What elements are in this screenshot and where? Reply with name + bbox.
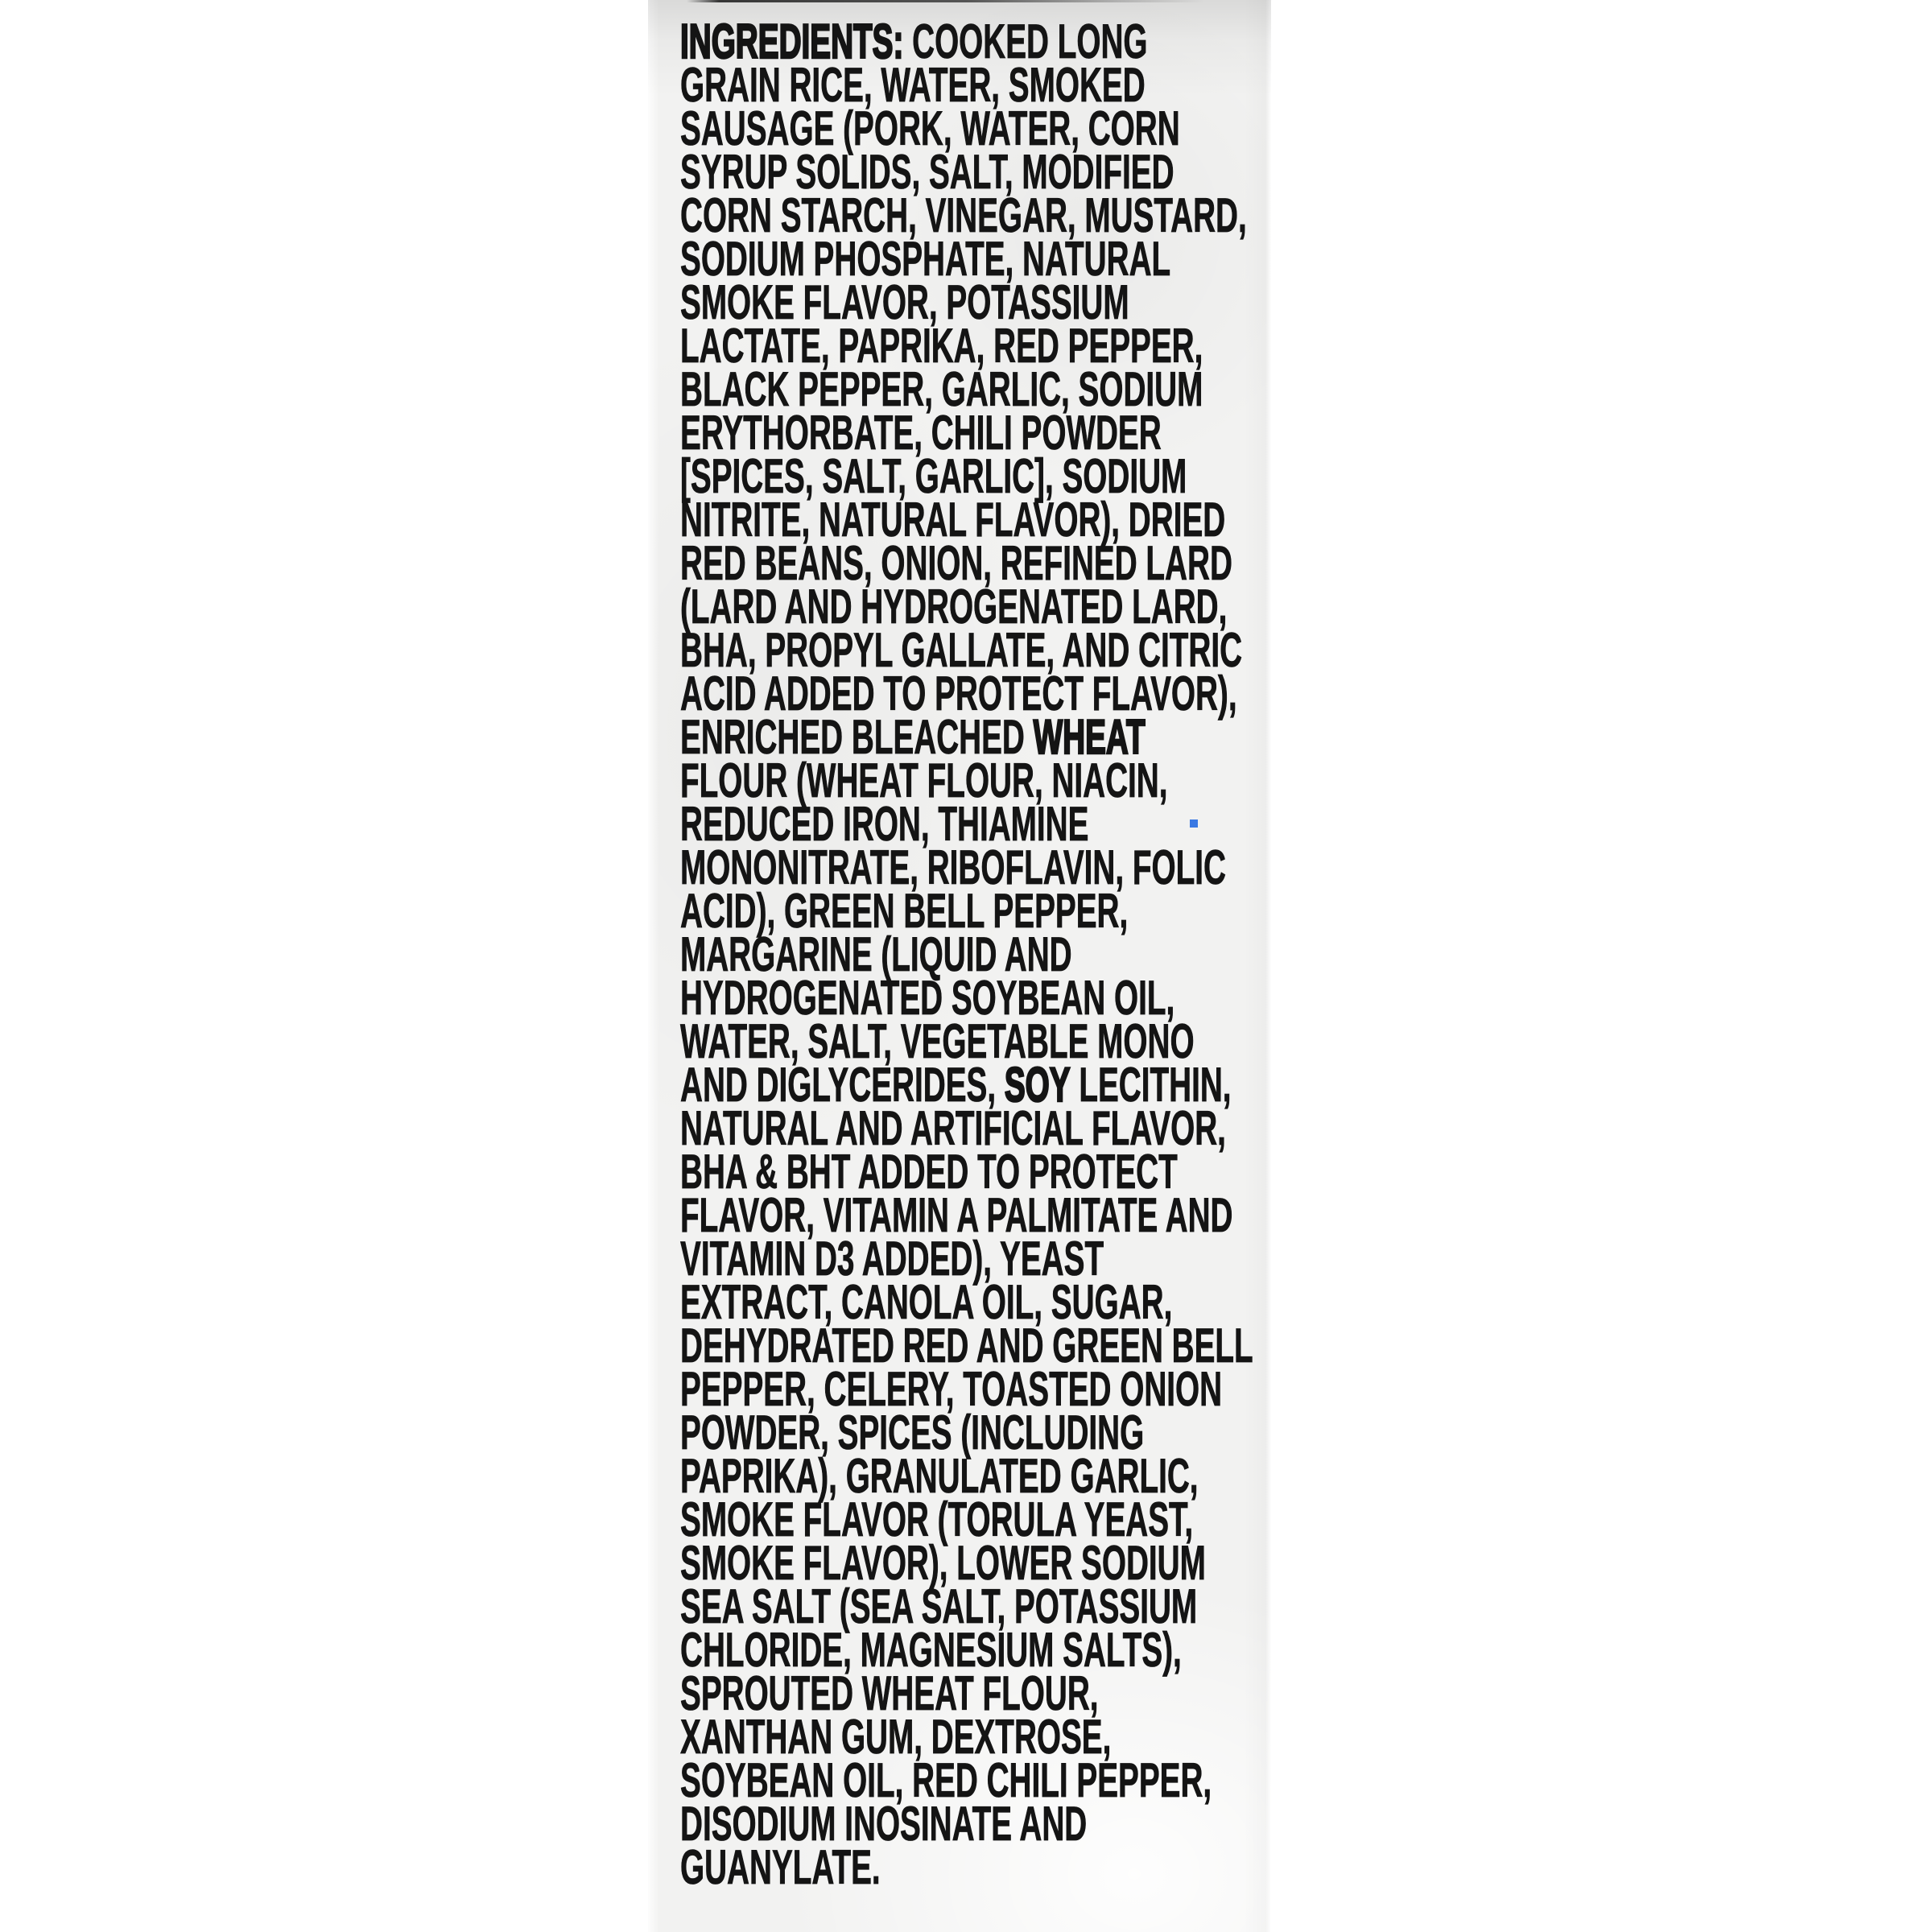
- ingredients-line: [680, 971, 1282, 1025]
- ingredients-line: [680, 623, 1282, 677]
- ingredients-line: [680, 493, 1282, 547]
- ingredients-segment: FLOUR (WHEAT FLOUR, NIACIN,: [680, 753, 1168, 807]
- blue-print-marker: [1190, 819, 1198, 828]
- ingredients-heavy-word: SOY: [1004, 1058, 1071, 1112]
- ingredients-line: [680, 1145, 1282, 1199]
- ingredients-segment: NATURAL AND ARTIFICIAL FLAVOR,: [680, 1101, 1226, 1155]
- ingredients-segment: GRAIN RICE, WATER, SMOKED: [680, 58, 1146, 112]
- ingredients-line: [680, 1666, 1282, 1720]
- ingredients-segment: SPROUTED WHEAT FLOUR,: [680, 1666, 1099, 1720]
- ingredients-line: [680, 1014, 1282, 1068]
- ingredients-line: [680, 188, 1282, 242]
- ingredients-segment: CHLORIDE, MAGNESIUM SALTS),: [680, 1623, 1182, 1677]
- ingredients-segment: SOYBEAN OIL, RED CHILI PEPPER,: [680, 1753, 1212, 1807]
- ingredients-segment: PAPRIKA), GRANULATED GARLIC,: [680, 1449, 1199, 1503]
- ingredients-segment: DISODIUM INOSINATE AND: [680, 1797, 1088, 1851]
- ingredients-segment: REDUCED IRON, THIAMINE: [680, 797, 1089, 851]
- ingredients-line: [680, 1753, 1282, 1807]
- ingredients-line: [680, 1449, 1282, 1503]
- ingredients-segment: LECITHIN,: [1070, 1058, 1232, 1112]
- ingredients-line: [680, 449, 1282, 503]
- ingredients-segment: NITRITE, NATURAL FLAVOR), DRIED: [680, 493, 1226, 547]
- ingredients-line: [680, 840, 1282, 894]
- ingredients-line: [680, 1406, 1282, 1459]
- ingredients-segment: POWDER, SPICES (INCLUDING: [680, 1406, 1145, 1459]
- ingredients-line: [680, 275, 1282, 329]
- ingredients-segment: SODIUM PHOSPHATE, NATURAL: [680, 232, 1171, 286]
- ingredients-segment: PEPPER, CELERY, TOASTED ONION: [680, 1362, 1223, 1416]
- ingredients-line: [680, 1492, 1282, 1546]
- ingredients-line: [680, 1232, 1282, 1286]
- ingredients-line: [680, 362, 1282, 416]
- ingredients-line: [680, 1797, 1282, 1851]
- ingredients-segment: SMOKE FLAVOR), LOWER SODIUM: [680, 1536, 1206, 1590]
- ingredients-segment: HYDROGENATED SOYBEAN OIL,: [680, 971, 1175, 1025]
- ingredients-line: [680, 1710, 1282, 1764]
- ingredients-line: [680, 58, 1282, 112]
- ingredients-segment: SMOKE FLAVOR, POTASSIUM: [680, 275, 1129, 329]
- ingredients-segment: MARGARINE (LIQUID AND: [680, 927, 1072, 981]
- ingredients-segment: VITAMIN D3 ADDED), YEAST: [680, 1232, 1104, 1286]
- ingredients-segment: (LARD AND HYDROGENATED LARD,: [680, 580, 1228, 634]
- ingredients-segment: BHA, PROPYL GALLATE, AND CITRIC: [680, 623, 1243, 677]
- package-crease-line: [687, 0, 1226, 2]
- ingredients-heavy-word: WHEAT: [1033, 710, 1146, 764]
- ingredients-heavy-word: INGREDIENTS:: [680, 14, 904, 68]
- ingredients-segment: ERYTHORBATE, CHILI POWDER: [680, 406, 1162, 460]
- ingredients-line: [680, 1319, 1282, 1373]
- ingredients-line: [680, 1623, 1282, 1677]
- ingredients-segment: BLACK PEPPER, GARLIC, SODIUM: [680, 362, 1203, 416]
- ingredients-line: [680, 1362, 1282, 1416]
- ingredients-segment: SAUSAGE (PORK, WATER, CORN: [680, 101, 1180, 155]
- ingredients-line: [680, 145, 1282, 199]
- ingredients-line: [680, 1536, 1282, 1590]
- ingredients-segment: SYRUP SOLIDS, SALT, MODIFIED: [680, 145, 1174, 199]
- ingredients-line: [680, 14, 1282, 68]
- ingredients-segment: GUANYLATE.: [680, 1840, 881, 1894]
- ingredients-line: [680, 753, 1282, 807]
- ingredients-segment: CORN STARCH, VINEGAR, MUSTARD,: [680, 188, 1247, 242]
- ingredients-line: [680, 536, 1282, 590]
- ingredients-line: [680, 101, 1282, 155]
- ingredients-line: [680, 1101, 1282, 1155]
- ingredients-segment: COOKED LONG: [903, 14, 1148, 68]
- ingredients-segment: DEHYDRATED RED AND GREEN BELL: [680, 1319, 1253, 1373]
- ingredients-line: [680, 1058, 1282, 1112]
- ingredients-segment: MONONITRATE, RIBOFLAVIN, FOLIC: [680, 840, 1226, 894]
- ingredients-segment: FLAVOR, VITAMIN A PALMITATE AND: [680, 1188, 1233, 1242]
- ingredients-line: [680, 406, 1282, 460]
- ingredients-segment: RED BEANS, ONION, REFINED LARD: [680, 536, 1232, 590]
- ingredients-segment: [SPICES, SALT, GARLIC], SODIUM: [680, 449, 1187, 503]
- ingredients-segment: ENRICHED BLEACHED: [680, 710, 1034, 764]
- ingredients-line: [680, 1275, 1282, 1329]
- ingredients-segment: XANTHAN GUM, DEXTROSE,: [680, 1710, 1112, 1764]
- ingredients-segment: WATER, SALT, VEGETABLE MONO: [680, 1014, 1195, 1068]
- ingredients-line: [680, 580, 1282, 634]
- ingredients-segment: LACTATE, PAPRIKA, RED PEPPER,: [680, 319, 1203, 373]
- ingredients-segment: SEA SALT (SEA SALT, POTASSIUM: [680, 1579, 1198, 1633]
- ingredients-segment: SMOKE FLAVOR (TORULA YEAST,: [680, 1492, 1194, 1546]
- ingredients-segment: ACID), GREEN BELL PEPPER,: [680, 884, 1129, 938]
- ingredients-line: [680, 1188, 1282, 1242]
- ingredients-line: [680, 710, 1282, 764]
- ingredients-line: [680, 232, 1282, 286]
- ingredients-segment: AND DIGLYCERIDES,: [680, 1058, 1005, 1112]
- ingredients-line: [680, 1840, 1282, 1894]
- ingredients-line: [680, 319, 1282, 373]
- ingredients-line: [680, 667, 1282, 720]
- ingredients-segment: EXTRACT, CANOLA OIL, SUGAR,: [680, 1275, 1173, 1329]
- ingredients-segment: ACID ADDED TO PROTECT FLAVOR),: [680, 667, 1237, 720]
- ingredients-text: [680, 14, 1282, 1894]
- ingredients-segment: BHA & BHT ADDED TO PROTECT: [680, 1145, 1178, 1199]
- ingredients-line: [680, 884, 1282, 938]
- ingredients-line: [680, 927, 1282, 981]
- ingredients-line: [680, 1579, 1282, 1633]
